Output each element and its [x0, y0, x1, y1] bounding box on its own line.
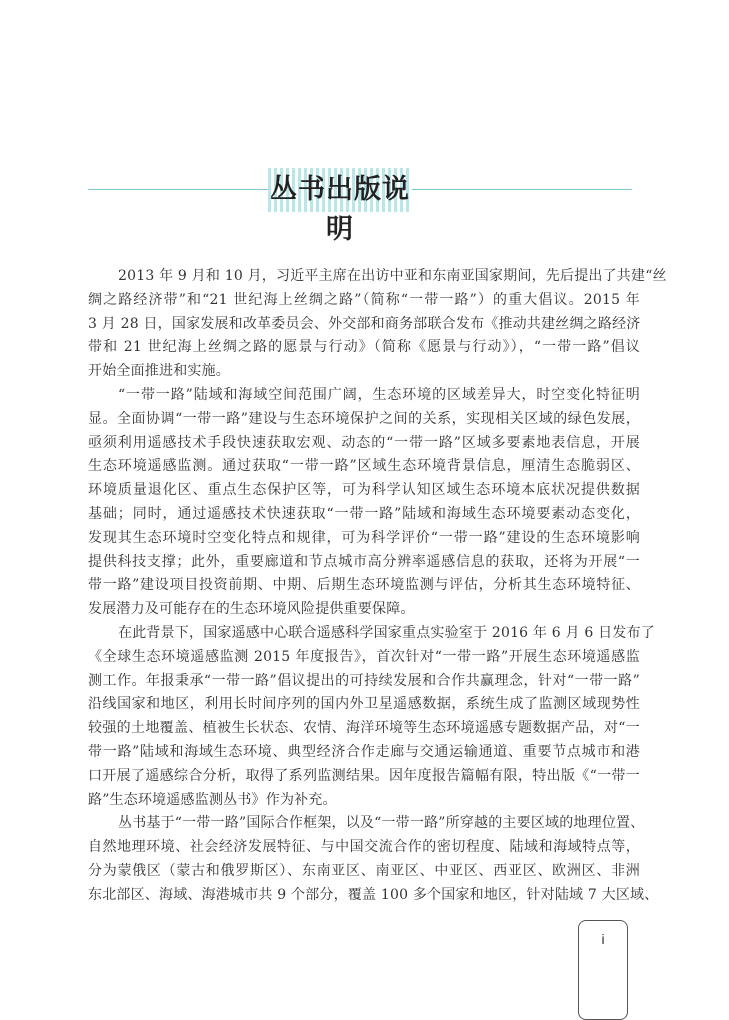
text-line: 带一路”建设项目投资前期、中期、后期生态环境监测与评估，分析其生态环境特征、 [88, 577, 640, 594]
paragraph [88, 812, 659, 907]
text-line: 环境质量退化区、重点生态保护区等，可为科学认知区域生态环境本底状况提供数据 [88, 482, 640, 499]
text-line: 沿线国家和地区，利用长时间序列的国内外卫星遥感数据，系统生成了监测区域现势性 [88, 696, 640, 713]
page-title: 丛书出版说明 [270, 174, 410, 245]
text-line: 路”生态环境遥感监测丛书》作为补充。 [88, 791, 337, 808]
paragraph [88, 622, 655, 812]
text-line: 生态环境遥感监测。通过获取“一带一路”区域生态环境背景信息，厘清生态脆弱区、 [88, 458, 640, 475]
page-number-tab [578, 920, 628, 1020]
paragraph [88, 265, 667, 384]
text-line: 丛书基于“一带一路”国际合作框架，以及“一带一路”所穿越的主要区域的地理位置、 [118, 815, 645, 832]
text-line: 带和 21 世纪海上丝绸之路的愿景与行动》（简称《愿景与行动》），“一带一路”倡议 [88, 339, 640, 356]
paragraph [88, 384, 640, 622]
text-line: 3 月 28 日，国家发展和改革委员会、外交部和商务部联合发布《推动共建丝绸之路经济 [88, 315, 641, 332]
text-line: 亟须利用遥感技术手段快速获取宏观、动态的“一带一路”区域多要素地表信息，开展 [88, 434, 640, 451]
text-line: 绸之路经济带”和“21 世纪海上丝绸之路”（简称“一带一路”）的重大倡议。2015 年 [88, 291, 640, 308]
text-line: 发展潜力及可能存在的生态环境风险提供重要保障。 [88, 601, 415, 618]
text-line: 发现其生态环境时空变化特点和规律，可为科学评价“一带一路”建设的生态环境影响 [88, 529, 640, 546]
document-body [88, 265, 667, 908]
text-line: “一带一路”陆域和海域空间范围广阔，生态环境的区域差异大，时空变化特征明 [118, 386, 640, 403]
text-line: 东北部区、海域、海港城市共 9 个部分，覆盖 100 多个国家和地区，针对陆域 7 大区域、 [88, 886, 659, 903]
page-number: i [601, 931, 605, 947]
text-line: 基础；同时，通过遥感技术快速获取“一带一路”陆域和海域生态环境要素动态变化， [88, 505, 640, 522]
text-line: 自然地理环境、社会经济发展特征、与中国交流合作的密切程度、陆域和海域特点等， [88, 839, 640, 856]
text-line: 较强的土地覆盖、植被生长状态、农情、海洋环境等生态环境遥感专题数据产品，对“一 [88, 720, 640, 737]
text-line: 带一路”陆域和海域生态环境、典型经济合作走廊与交通运输通道、重要节点城市和港 [88, 743, 640, 760]
text-line: 口开展了遥感综合分析，取得了系列监测结果。因年度报告篇幅有限，特出版《“一带一 [88, 767, 640, 784]
text-line: 在此背景下，国家遥感中心联合遥感科学国家重点实验室于 2016 年 6 月 6 日发布了 [118, 624, 655, 641]
text-line: 开始全面推进和实施。 [88, 363, 230, 380]
text-line: 《全球生态环境遥感监测 2015 年度报告》，首次针对“一带一路”开展生态环境遥感监 [88, 648, 640, 665]
text-line: 测工作。年报秉承“一带一路”倡议提出的可持续发展和合作共赢理念，针对“一带一路” [88, 672, 640, 689]
text-line: 提供科技支撑；此外，重要廊道和节点城市高分辨率遥感信息的获取，还将为开展“一 [88, 553, 640, 570]
text-line: 显。全面协调“一带一路”建设与生态环境保护之间的关系，实现相关区域的绿色发展， [88, 410, 640, 427]
text-line: 2013 年 9 月和 10 月，习近平主席在出访中亚和东南亚国家期间，先后提出了共建“丝 [118, 268, 667, 284]
text-line: 分为蒙俄区（蒙古和俄罗斯区）、东南亚区、南亚区、中亚区、西亚区、欧洲区、非洲 [88, 862, 640, 879]
